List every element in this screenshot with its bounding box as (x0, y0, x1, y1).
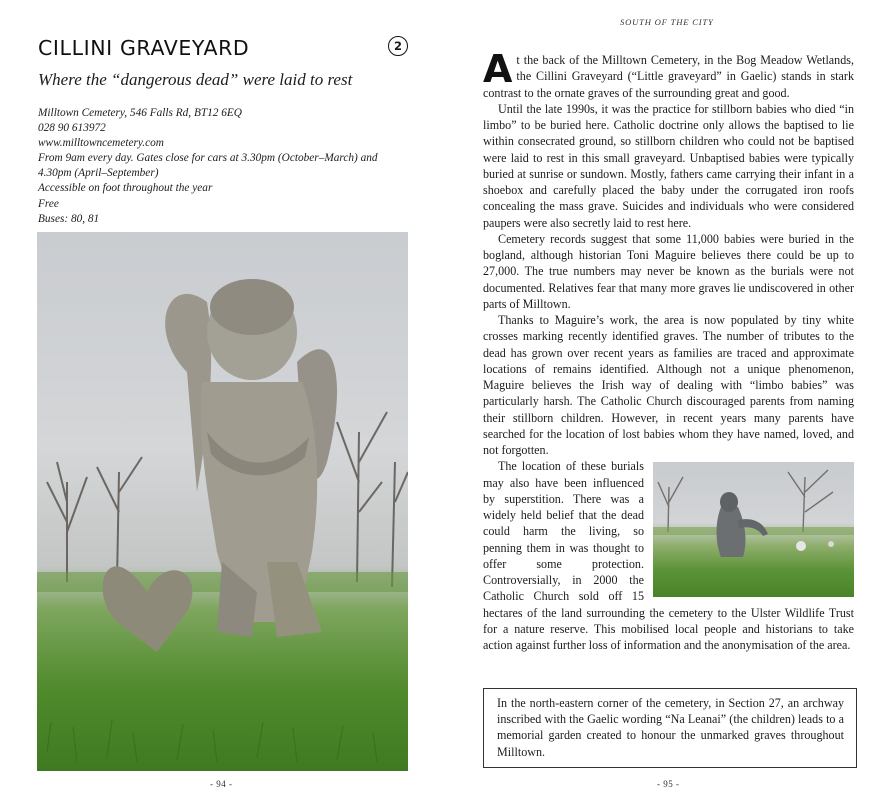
info-price: Free (38, 197, 59, 210)
paragraph-2: Until the late 1990s, it was the practice for stillborn babies who died “in limbo” to be buried here. Catholic doctrine only allows the baptised to lie within consecrated ground, so stillborn children who could not be baptised were laid to rest in this small graveyard. Unbaptised babies were typically buried at sunrise or sundown. Mostly, fathers came carrying their infant in a shoebox and carefully placed the baby under the corrugated iron roofs concealing the mass grave. Suicides and individuals who were considered paupers were also secretly laid to rest here. (483, 101, 854, 230)
paragraph-4: Thanks to Maguire’s work, the area is now populated by tiny white crosses marking recently identified graves. The number of tributes to the dead has grown over recent years as families are traced and approximate locations of remains identified. Although not a unique phenomenon, Maguire believes the Irish way of dealing with “limbo babies” was particularly harsh. The Catholic Church discouraged parents from naming their stillborn children. However, in recent years many parents have searched for the location of lost babies whom they have named, loved, and not forgotten. (483, 313, 854, 457)
statue-small-photo-frame (653, 462, 854, 597)
paragraph-1 (483, 47, 854, 101)
page-number-right: - 95 - (657, 779, 680, 789)
callout-box: In the north-eastern corner of the cemetery, in Section 27, an archway inscribed with the Gaelic wording “Na Leanai” (the children) leads to a memorial garden created to honour the unmarked graves throughout Milltown. (483, 688, 857, 768)
info-access: Accessible on foot throughout the year (38, 182, 213, 195)
entry-number-badge: 2 (388, 36, 408, 56)
left-page (0, 0, 440, 804)
page-number-left: - 94 - (210, 779, 233, 789)
paragraph-5 (483, 458, 854, 653)
paragraph-5-text: The location of these burials may also have been influenced by superstition. There was a widely held belief that the dead could harm the living, so penning them in was thought to offer some protection. Controversially, in 2000 the Catholic Church sold off 15 hectares of the land surrounding the cemetery to the Ulster Wildlife Trust for a nature reserve. This mobilised local people and historians to take action against further loss of information and the anonymisation of the area. (483, 459, 854, 652)
running-head: SOUTH OF THE CITY (620, 17, 714, 27)
article-body (483, 47, 854, 653)
info-address: Milltown Cemetery, 546 Falls Rd, BT12 6EQ (38, 107, 242, 119)
info-hours: From 9am every day. Gates close for cars at 3.30pm (October–March) and 4.30pm (April–September) (38, 152, 378, 180)
angel-statue-photo (37, 232, 408, 771)
page-title: CILLINI GRAVEYARD (38, 36, 250, 60)
info-website: www.milltowncemetery.com (38, 137, 164, 150)
page-subtitle: Where the “dangerous dead” were laid to rest (38, 70, 353, 89)
statue-small-photo (653, 462, 854, 597)
title-row (38, 36, 410, 66)
info-phone: 028 90 613972 (38, 122, 106, 135)
paragraph-3: Cemetery records suggest that some 11,000 babies were buried in the bogland, although historian Toni Maguire believes there could be up to 27,000. The true numbers may never be known as the burials were not documented. Relatives fear that many more graves lie undiscovered in other parts of Milltown. (483, 231, 854, 311)
right-page (450, 0, 891, 804)
paragraph-1-text: t the back of the Milltown Cemetery, in the Bog Meadow Wetlands, the Cillini Graveyard (“Little graveyard” in Gaelic) stands in stark contrast to the ornate graves of the surrounding great and good. (483, 53, 854, 100)
visitor-info (38, 106, 410, 227)
info-buses: Buses: 80, 81 (38, 212, 100, 225)
drop-cap: A (483, 47, 513, 91)
